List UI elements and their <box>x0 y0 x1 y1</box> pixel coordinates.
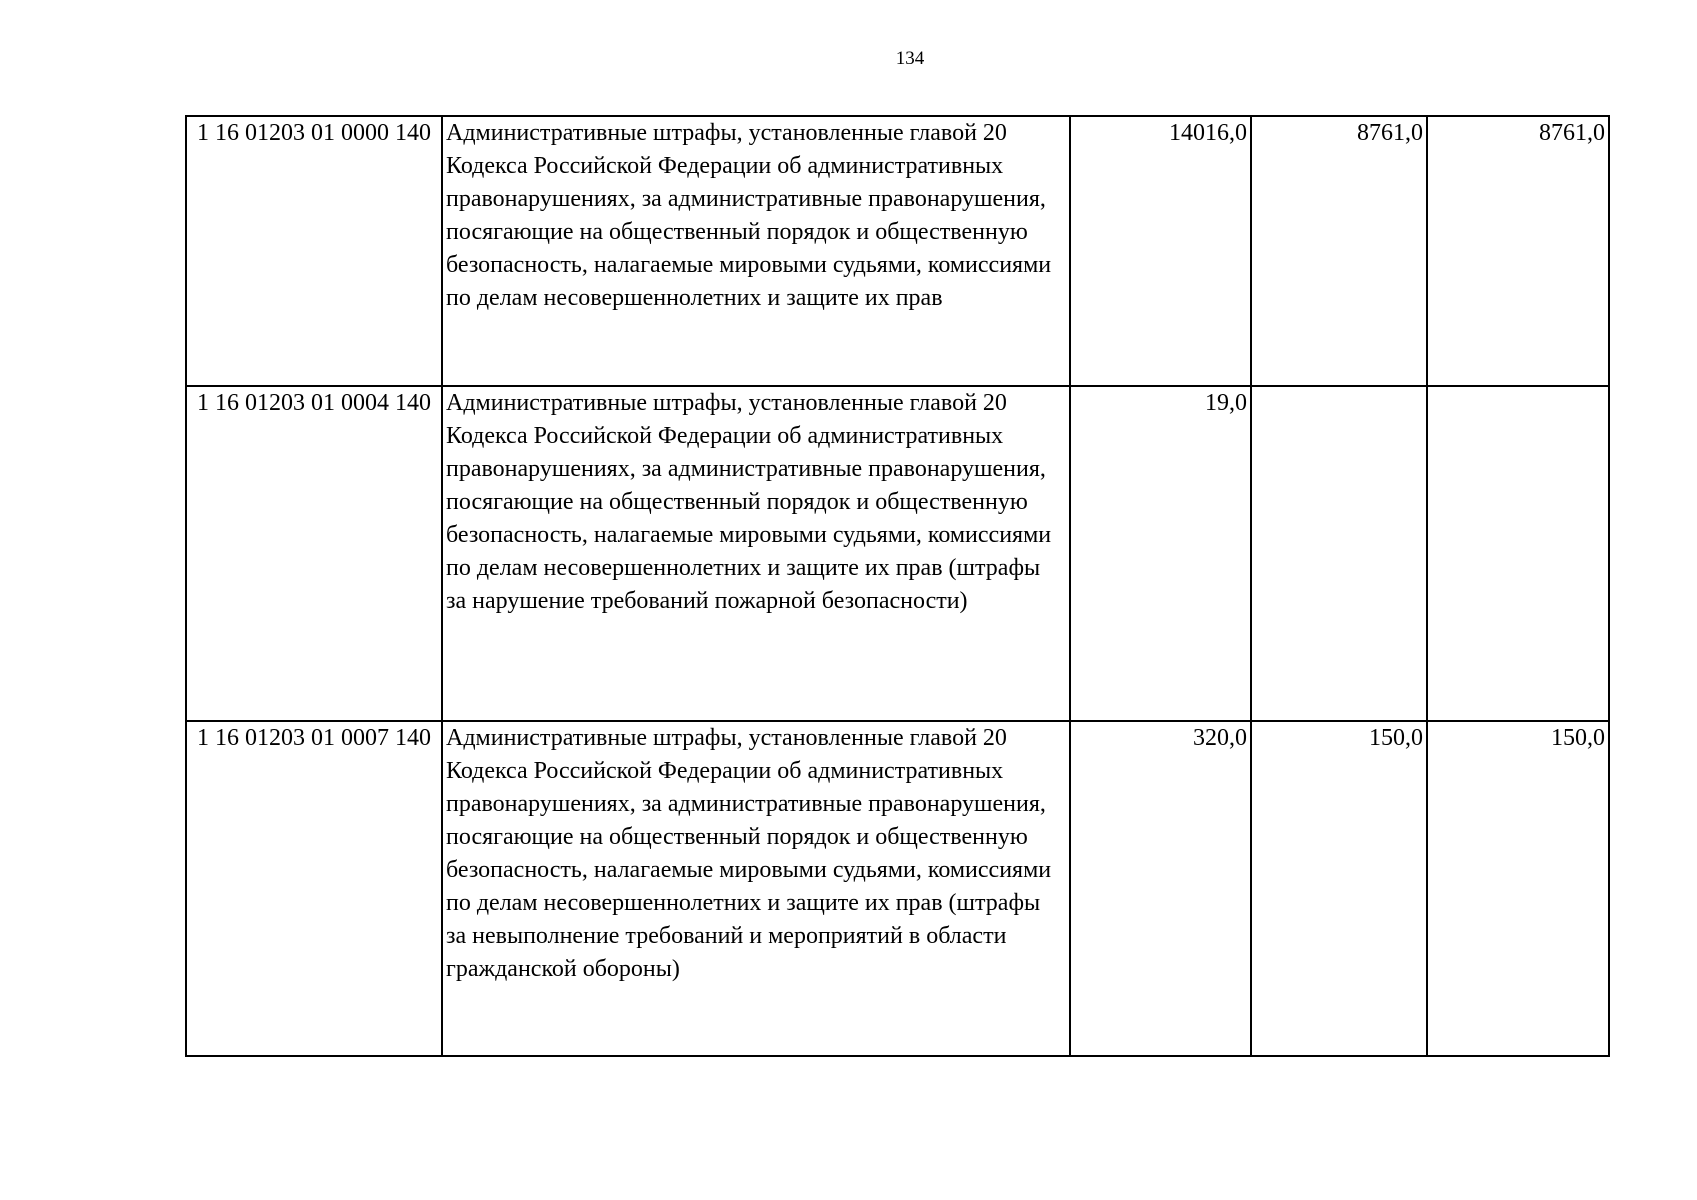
revenue-code-cell: 1 16 01203 01 0000 140 <box>186 116 442 386</box>
table-row <box>186 116 1609 386</box>
table-row <box>186 721 1609 1056</box>
value-cell-year-1: 320,0 <box>1070 721 1251 1056</box>
revenue-description-cell: Административные штрафы, установленные главой 20 Кодекса Российской Федерации об административных правонарушениях, за административные правонарушения, посягающие на общественный порядок и общественную безопасность, налагаемые мировыми судьями, комиссиями по делам несовершеннолетних и защите их прав <box>442 116 1070 386</box>
revenue-description-cell: Административные штрафы, установленные главой 20 Кодекса Российской Федерации об административных правонарушениях, за административные правонарушения, посягающие на общественный порядок и общественную безопасность, налагаемые мировыми судьями, комиссиями по делам несовершеннолетних и защите их прав (штрафы за невыполнение требований и мероприятий в области гражданской обороны) <box>442 721 1070 1056</box>
value-cell-year-3 <box>1427 386 1609 721</box>
revenue-code-cell: 1 16 01203 01 0004 140 <box>186 386 442 721</box>
value-cell-year-1: 14016,0 <box>1070 116 1251 386</box>
revenue-code-cell: 1 16 01203 01 0007 140 <box>186 721 442 1056</box>
value-cell-year-1: 19,0 <box>1070 386 1251 721</box>
value-cell-year-2: 150,0 <box>1251 721 1427 1056</box>
budget-revenue-table <box>185 115 1610 1057</box>
page-number: 134 <box>895 48 925 69</box>
value-cell-year-3: 8761,0 <box>1427 116 1609 386</box>
value-cell-year-3: 150,0 <box>1427 721 1609 1056</box>
value-cell-year-2: 8761,0 <box>1251 116 1427 386</box>
table-row <box>186 386 1609 721</box>
value-cell-year-2 <box>1251 386 1427 721</box>
revenue-description-cell: Административные штрафы, установленные главой 20 Кодекса Российской Федерации об административных правонарушениях, за административные правонарушения, посягающие на общественный порядок и общественную безопасность, налагаемые мировыми судьями, комиссиями по делам несовершеннолетних и защите их прав (штрафы за нарушение требований пожарной безопасности) <box>442 386 1070 721</box>
